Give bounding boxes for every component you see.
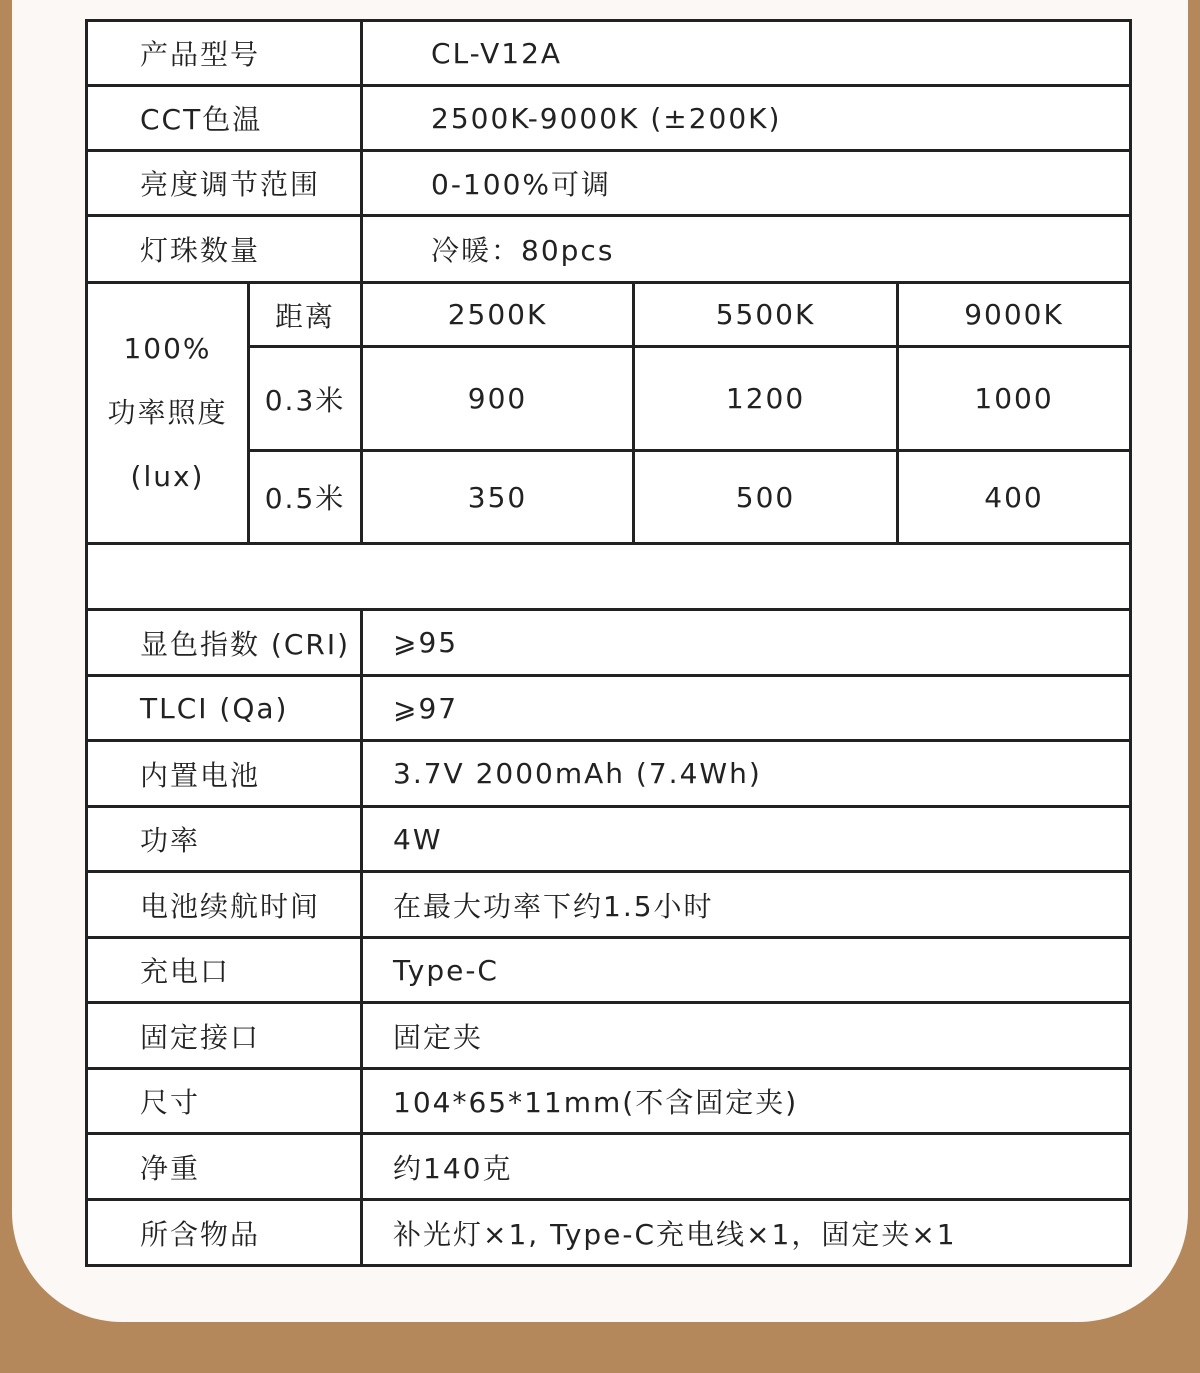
spec-row-port bbox=[87, 938, 1131, 1003]
spec-row-battery bbox=[87, 741, 1131, 807]
temp-header: 9000K bbox=[898, 283, 1131, 347]
spec-value: 0-100%可调 bbox=[362, 151, 1131, 216]
spec-row-leds bbox=[87, 216, 1131, 283]
spec-row-power bbox=[87, 807, 1131, 872]
spec-label: 所含物品 bbox=[87, 1200, 362, 1266]
spec-value: 3.7V 2000mAh (7.4Wh) bbox=[362, 741, 1131, 807]
spec-value: 约140克 bbox=[362, 1134, 1131, 1200]
temp-header: 2500K bbox=[362, 283, 634, 347]
spec-table bbox=[85, 19, 1132, 1267]
spec-row-mount bbox=[87, 1003, 1131, 1069]
spec-label: 固定接口 bbox=[87, 1003, 362, 1069]
lux-label bbox=[87, 283, 249, 544]
spacer-row bbox=[87, 544, 1131, 610]
spec-label: 净重 bbox=[87, 1134, 362, 1200]
spec-value: 在最大功率下约1.5小时 bbox=[362, 872, 1131, 938]
lux-label-line: 功率照度 bbox=[107, 396, 228, 429]
spec-label: 亮度调节范围 bbox=[87, 151, 362, 216]
lux-value: 900 bbox=[362, 347, 634, 451]
spec-value: 补光灯×1, Type-C充电线×1，固定夹×1 bbox=[362, 1200, 1131, 1266]
empty-cell bbox=[87, 544, 1131, 610]
lux-value: 1000 bbox=[898, 347, 1131, 451]
spec-row-size bbox=[87, 1069, 1131, 1134]
spec-row-runtime bbox=[87, 872, 1131, 938]
lux-label-line: (lux) bbox=[130, 460, 205, 493]
spec-row-contents bbox=[87, 1200, 1131, 1266]
spec-row-brightness bbox=[87, 151, 1131, 216]
spec-value: ⩾95 bbox=[362, 610, 1131, 676]
spec-value: 固定夹 bbox=[362, 1003, 1131, 1069]
spec-label: 内置电池 bbox=[87, 741, 362, 807]
lux-value: 400 bbox=[898, 451, 1131, 544]
temp-header: 5500K bbox=[634, 283, 898, 347]
spec-value: Type-C bbox=[362, 938, 1131, 1003]
spec-label: 尺寸 bbox=[87, 1069, 362, 1134]
spec-value: ⩾97 bbox=[362, 676, 1131, 741]
distance-cell: 0.3米 bbox=[249, 347, 362, 451]
spec-row-tlci bbox=[87, 676, 1131, 741]
spec-value: 冷暖：80pcs bbox=[362, 216, 1131, 283]
lux-value: 1200 bbox=[634, 347, 898, 451]
lux-label-line: 100% bbox=[123, 332, 212, 365]
spec-row-cct bbox=[87, 86, 1131, 151]
spec-label: 产品型号 bbox=[87, 21, 362, 86]
distance-header: 距离 bbox=[249, 283, 362, 347]
spec-label: CCT色温 bbox=[87, 86, 362, 151]
spec-label: 充电口 bbox=[87, 938, 362, 1003]
spec-row-model bbox=[87, 21, 1131, 86]
spec-row-weight bbox=[87, 1134, 1131, 1200]
spec-label: 电池续航时间 bbox=[87, 872, 362, 938]
distance-cell: 0.5米 bbox=[249, 451, 362, 544]
spec-label: TLCI (Qa) bbox=[87, 676, 362, 741]
spec-row-cri bbox=[87, 610, 1131, 676]
spec-value: 2500K-9000K (±200K) bbox=[362, 86, 1131, 151]
lux-value: 500 bbox=[634, 451, 898, 544]
lux-value: 350 bbox=[362, 451, 634, 544]
spec-value: 4W bbox=[362, 807, 1131, 872]
spec-value: CL-V12A bbox=[362, 21, 1131, 86]
lux-header-row bbox=[87, 283, 1131, 347]
spec-value: 104*65*11mm(不含固定夹) bbox=[362, 1069, 1131, 1134]
spec-label: 显色指数 (CRI) bbox=[87, 610, 362, 676]
spec-label: 灯珠数量 bbox=[87, 216, 362, 283]
spec-label: 功率 bbox=[87, 807, 362, 872]
